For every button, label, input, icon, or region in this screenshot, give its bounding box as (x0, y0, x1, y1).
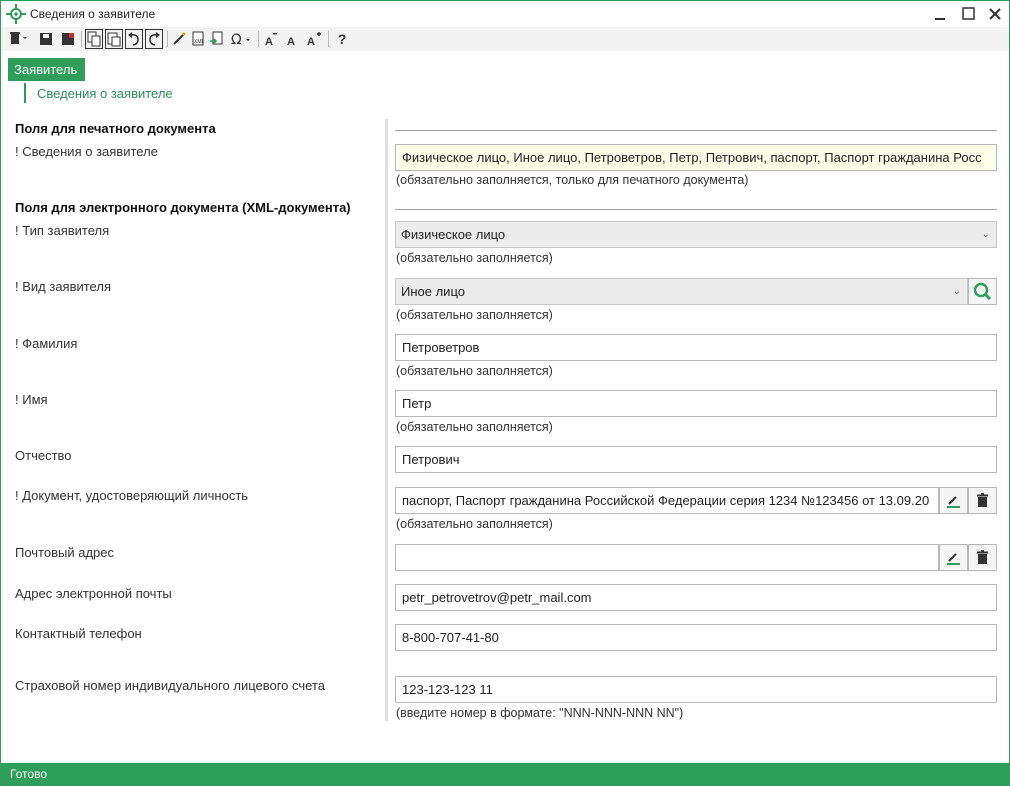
applicant-kind-search-button[interactable] (968, 278, 997, 305)
form-divider (385, 119, 388, 721)
svg-text:XML: XML (194, 39, 205, 45)
close-button[interactable] (981, 1, 1009, 27)
nav-crumb-applicant[interactable]: Заявитель (8, 58, 85, 81)
label-applicant-type: ! Тип заявителя (15, 223, 110, 238)
help-button[interactable]: ? (337, 31, 347, 47)
section-separator (395, 130, 997, 131)
label-snils: Страховой номер индивидуального лицевого счета (15, 678, 325, 693)
label-applicant-info: ! Сведения о заявителе (15, 144, 158, 159)
chevron-down-icon: ⌄ (981, 229, 990, 240)
close-icon (989, 8, 1001, 20)
first-name-input[interactable]: Петр (395, 390, 997, 417)
toolbar-separator (258, 31, 259, 47)
applicant-type-select[interactable] (395, 221, 997, 248)
undo-icon (127, 31, 141, 47)
applicant-type-value: Физическое лицо (401, 227, 506, 242)
edit-icon (940, 545, 967, 570)
hint-id-document: (обязательно заполняется) (396, 517, 553, 531)
nav-sub-crumb-applicant-info[interactable]: Сведения о заявителе (37, 86, 173, 101)
hint-applicant-kind: (обязательно заполняется) (396, 308, 553, 322)
label-applicant-kind: ! Вид заявителя (15, 279, 111, 294)
xml-button[interactable] (189, 29, 207, 49)
applicant-kind-select[interactable] (395, 278, 968, 305)
toolbar-separator (81, 31, 82, 47)
svg-text:A: A (265, 36, 273, 47)
svg-text:Ω: Ω (231, 32, 242, 47)
label-phone: Контактный телефон (15, 626, 142, 641)
section-title-xml: Поля для электронного документа (XML-документа) (15, 200, 351, 215)
postal-address-delete-button[interactable] (968, 544, 997, 571)
trash-icon (969, 545, 996, 570)
svg-text:A: A (287, 36, 295, 47)
chevron-down-icon: ⌄ (952, 286, 961, 297)
omega-icon (230, 31, 252, 47)
id-document-field[interactable]: паспорт, Паспорт гражданина Российской Федерации серия 1234 №123456 от 13.09.20 (395, 487, 939, 514)
title-bar (1, 1, 1009, 27)
snils-input[interactable]: 123-123-123 11 (395, 676, 997, 703)
hint-first-name: (обязательно заполняется) (396, 420, 553, 434)
import-icon (209, 31, 225, 47)
magic-wand-icon (172, 31, 186, 47)
email-input[interactable]: petr_petrovetrov@petr_mail.com (395, 584, 997, 611)
undo-button[interactable] (125, 29, 143, 49)
applicant-kind-value: Иное лицо (401, 284, 465, 299)
maximize-button[interactable] (954, 1, 982, 27)
label-surname: ! Фамилия (15, 336, 78, 351)
label-patronymic: Отчество (15, 448, 72, 463)
font-decrease-icon (264, 31, 278, 47)
font-decrease-button[interactable] (263, 29, 279, 49)
patronymic-input[interactable]: Петрович (395, 446, 997, 473)
postal-address-edit-button[interactable] (939, 544, 968, 571)
toolbar-separator (328, 31, 329, 47)
toolbar-separator (167, 31, 168, 47)
save-as-icon (60, 31, 76, 47)
hint-applicant-info: (обязательно заполняется, только для печатного документа) (396, 173, 749, 187)
paste-icon (107, 31, 121, 47)
search-icon (969, 279, 996, 304)
font-increase-button[interactable] (305, 29, 323, 49)
hint-snils: (введите номер в формате: "NNN-NNN-NNN NN") (396, 706, 684, 720)
minimize-button[interactable] (926, 1, 954, 27)
section-title-print: Поля для печатного документа (15, 121, 216, 136)
section-separator (395, 209, 997, 210)
special-chars-button[interactable] (229, 29, 253, 49)
edit-icon (940, 488, 967, 513)
maximize-icon (962, 7, 975, 20)
copy-button[interactable] (85, 29, 103, 49)
font-increase-icon (306, 31, 322, 47)
trash-icon (8, 29, 28, 47)
hint-applicant-type: (обязательно заполняется) (396, 251, 553, 265)
label-id-document: ! Документ, удостоверяющий личность (15, 488, 249, 503)
xml-icon (190, 31, 206, 47)
hint-surname: (обязательно заполняется) (396, 364, 553, 378)
status-bar: Готово (1, 763, 1009, 785)
phone-input[interactable]: 8-800-707-41-80 (395, 624, 997, 651)
postal-address-field[interactable] (395, 544, 939, 571)
font-reset-button[interactable] (284, 29, 300, 49)
copy-icon (87, 31, 101, 47)
delete-dropdown-button[interactable] (7, 29, 29, 49)
save-icon (38, 31, 54, 47)
minimize-icon (934, 9, 946, 21)
window-title: Сведения о заявителе (30, 7, 156, 21)
magic-wand-button[interactable] (171, 29, 187, 49)
paste-button[interactable] (105, 29, 123, 49)
svg-text:A: A (307, 36, 315, 47)
redo-icon (147, 31, 161, 47)
toolbar (1, 27, 1009, 51)
surname-input[interactable]: Петроветров (395, 334, 997, 361)
label-postal-address: Почтовый адрес (15, 545, 114, 560)
trash-icon (969, 488, 996, 513)
label-first-name: ! Имя (15, 392, 48, 407)
label-email: Адрес электронной почты (15, 586, 172, 601)
save-button[interactable] (37, 29, 55, 49)
app-logo-icon (6, 4, 26, 24)
sub-crumb-marker (24, 83, 26, 103)
import-button[interactable] (208, 29, 226, 49)
redo-button[interactable] (145, 29, 163, 49)
applicant-info-field[interactable]: Физическое лицо, Иное лицо, Петроветров, Петр, Петрович, паспорт, Паспорт гражданина Росс (395, 144, 997, 171)
id-document-edit-button[interactable] (939, 487, 968, 514)
font-reset-icon (285, 31, 299, 47)
save-as-button[interactable] (59, 29, 77, 49)
id-document-delete-button[interactable] (968, 487, 997, 514)
